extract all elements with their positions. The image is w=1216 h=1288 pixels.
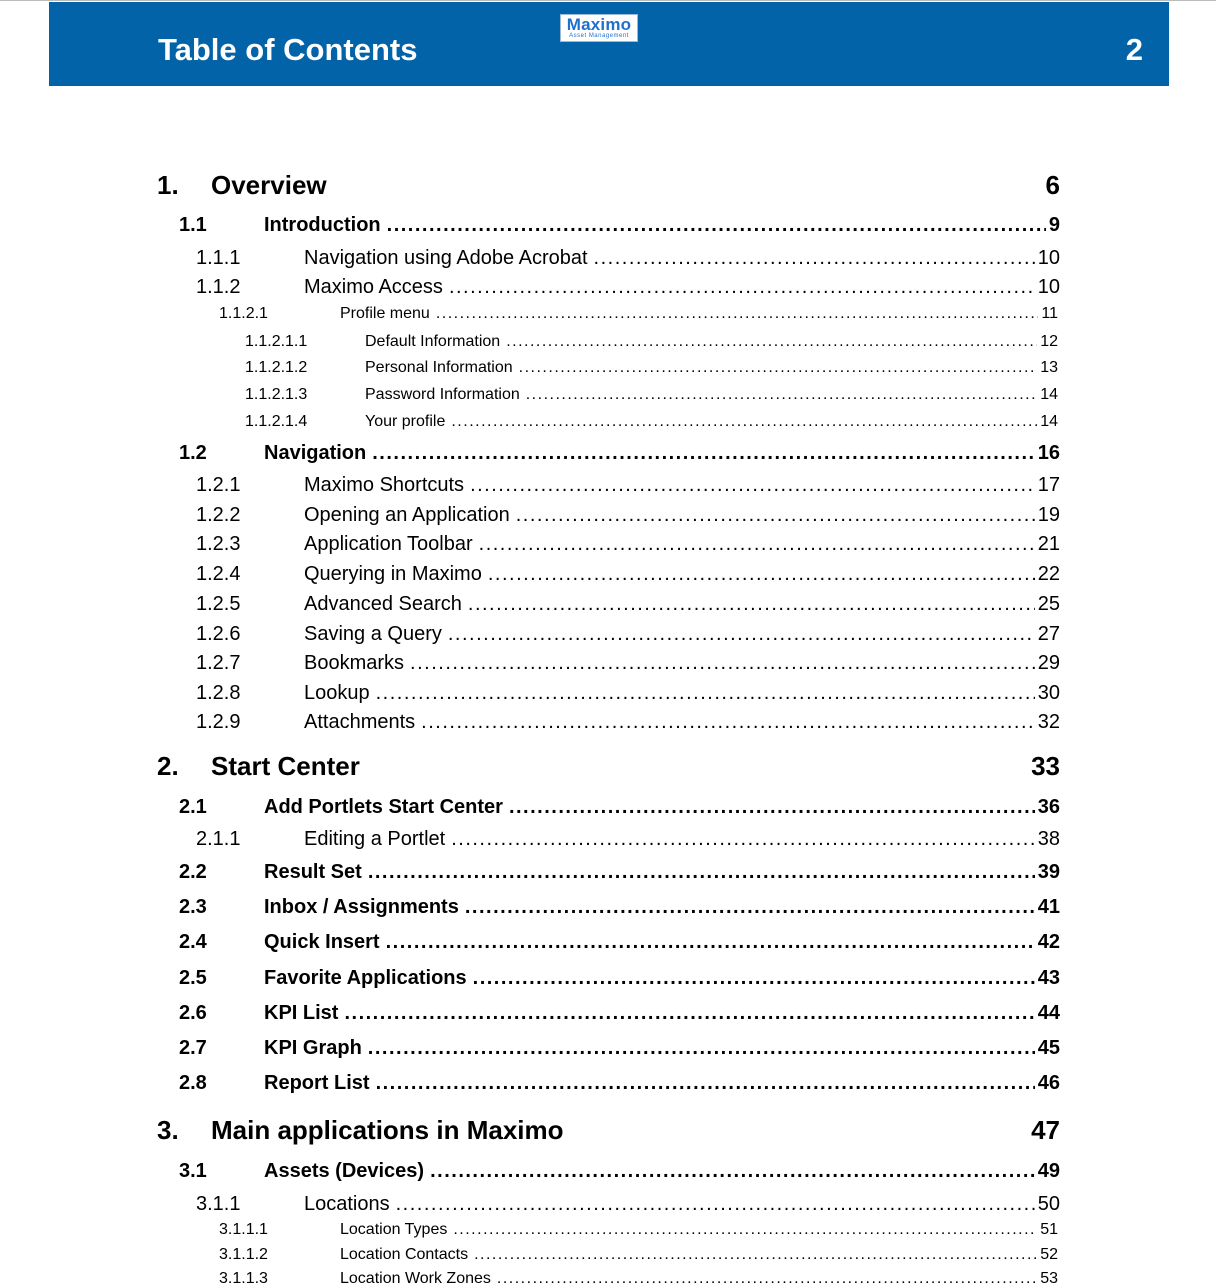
page-number: 2 (1125, 32, 1143, 67)
toc-title: Personal Information (365, 359, 513, 376)
toc-leader (509, 796, 1035, 819)
toc-page: 29 (1037, 652, 1060, 674)
toc-leader (410, 652, 1035, 675)
toc-number: 1.2.7 (196, 652, 241, 674)
toc-entry-chapter[interactable] (157, 170, 1060, 201)
toc-entry-section[interactable] (179, 442, 1060, 465)
toc-entry-section[interactable] (179, 967, 1060, 990)
toc-leader (436, 305, 1039, 323)
toc-number: 2.7 (179, 1037, 207, 1059)
toc-leader (506, 333, 1037, 351)
toc-entry-section[interactable] (179, 1160, 1060, 1183)
toc-leader (526, 386, 1037, 404)
toc-title: Overview (211, 170, 327, 200)
toc-number: 2.2 (179, 861, 207, 883)
toc-number: 1.1.2.1 (219, 305, 268, 322)
toc-entry-level4[interactable] (219, 1221, 1058, 1239)
toc-page: 10 (1037, 247, 1060, 269)
toc-title: Application Toolbar (304, 533, 473, 555)
toc-number: 1.1.2.1.2 (245, 359, 308, 376)
toc-entry-level4[interactable] (219, 1270, 1058, 1288)
toc-page: 14 (1040, 413, 1058, 430)
toc-leader (488, 563, 1035, 586)
toc-title: Opening an Application (304, 504, 510, 526)
toc-entry-section[interactable] (179, 931, 1060, 954)
toc-leader (479, 533, 1035, 556)
toc-page: 51 (1040, 1221, 1058, 1238)
toc-page: 16 (1037, 442, 1060, 464)
toc-leader (368, 861, 1035, 884)
toc-leader (468, 593, 1035, 616)
toc-title: Main applications in Maximo (211, 1115, 564, 1145)
toc-leader (473, 967, 1035, 990)
toc-page: 9 (1048, 214, 1060, 236)
toc-entry-chapter[interactable] (157, 751, 1060, 782)
toc-title: Quick Insert (264, 931, 380, 953)
toc-page: 50 (1037, 1193, 1060, 1215)
toc-entry-level5[interactable] (245, 359, 1058, 377)
toc-number: 1.1.2.1.1 (245, 333, 308, 350)
toc-leader (448, 623, 1035, 646)
toc-leader (465, 896, 1035, 919)
toc-page: 17 (1037, 474, 1060, 496)
toc-page: 36 (1037, 796, 1060, 818)
toc-page: 11 (1041, 305, 1058, 322)
toc-number: 1.1.1 (196, 247, 241, 269)
toc-leader (421, 711, 1035, 734)
toc-number: 1.2.2 (196, 504, 241, 526)
toc-number: 2.5 (179, 967, 207, 989)
toc-title: Locations (304, 1193, 390, 1215)
toc-page: 27 (1037, 623, 1060, 645)
toc-page: 46 (1037, 1072, 1060, 1094)
toc-page: 53 (1040, 1270, 1058, 1287)
toc-page: 49 (1037, 1160, 1060, 1182)
toc-number: 1.1.2 (196, 276, 241, 298)
toc-number: 2.4 (179, 931, 207, 953)
toc-number: 3.1.1.2 (219, 1246, 268, 1263)
toc-number: 1.2.4 (196, 563, 241, 585)
toc-entry-section[interactable] (179, 861, 1060, 884)
toc-number: 3.1.1.3 (219, 1270, 268, 1287)
toc-title: Start Center (211, 751, 360, 781)
toc-title: Location Contacts (340, 1246, 469, 1263)
toc-entry-subsection[interactable] (196, 711, 1060, 734)
toc-title: Advanced Search (304, 593, 462, 615)
toc-entry-subsection[interactable] (196, 682, 1060, 705)
toc-page: 6 (1045, 170, 1060, 200)
toc-title: KPI List (264, 1002, 339, 1024)
toc-number: 3.1.1 (196, 1193, 241, 1215)
toc-entry-level5[interactable] (245, 333, 1058, 351)
toc-title: Lookup (304, 682, 370, 704)
toc-entry-section[interactable] (179, 796, 1060, 819)
toc-page: 21 (1037, 533, 1060, 555)
toc-entry-subsection[interactable] (196, 563, 1060, 586)
toc-number: 2.3 (179, 896, 207, 918)
toc-page: 25 (1037, 593, 1060, 615)
toc-title: Location Types (340, 1221, 448, 1238)
toc-number: 1.2 (179, 442, 207, 464)
toc-page: 12 (1040, 333, 1058, 350)
toc-entry-level4[interactable] (219, 305, 1058, 323)
toc-entry-section[interactable] (179, 896, 1060, 919)
toc-title: Location Work Zones (340, 1270, 491, 1287)
toc-number: 3. (157, 1115, 179, 1145)
toc-page: 14 (1040, 386, 1058, 403)
toc-leader (451, 413, 1037, 431)
toc-entry-section[interactable] (179, 1002, 1060, 1025)
toc-number: 2.1 (179, 796, 207, 818)
toc-page: 41 (1037, 896, 1060, 918)
page-title: Table of Contents (158, 32, 418, 67)
toc-title: Querying in Maximo (304, 563, 482, 585)
toc-number: 1.1 (179, 214, 207, 236)
toc-title: Navigation using Adobe Acrobat (304, 247, 588, 269)
toc-number: 3.1.1.1 (219, 1221, 268, 1238)
toc-title: Add Portlets Start Center (264, 796, 503, 818)
toc-page: 42 (1037, 931, 1060, 953)
toc-leader (516, 504, 1035, 527)
toc-leader (497, 1270, 1037, 1288)
toc-leader (430, 1160, 1035, 1183)
toc-title: Password Information (365, 386, 520, 403)
toc-leader (387, 214, 1046, 237)
toc-number: 1.1.2.1.4 (245, 413, 308, 430)
toc-leader (519, 359, 1038, 377)
toc-title: Favorite Applications (264, 967, 467, 989)
toc-title: Navigation (264, 442, 367, 464)
toc-page: 52 (1040, 1246, 1058, 1263)
toc-number: 1.1.2.1.3 (245, 386, 308, 403)
toc-entry-subsection[interactable] (196, 533, 1060, 556)
toc-entry-level5[interactable] (245, 386, 1058, 404)
toc-number: 1.2.9 (196, 711, 241, 733)
toc-title: Inbox / Assignments (264, 896, 459, 918)
toc-title: Maximo Shortcuts (304, 474, 465, 496)
toc-title: Bookmarks (304, 652, 405, 674)
toc-leader (451, 828, 1035, 851)
toc-leader (386, 931, 1035, 954)
toc-entry-subsection[interactable] (196, 474, 1060, 497)
toc-page: 32 (1037, 711, 1060, 733)
toc-title: Editing a Portlet (304, 828, 446, 850)
toc-leader (368, 1037, 1035, 1060)
toc-page: 45 (1037, 1037, 1060, 1059)
toc-number: 2. (157, 751, 179, 781)
toc-entry-level4[interactable] (219, 1246, 1058, 1264)
toc-entry-subsection[interactable] (196, 652, 1060, 675)
toc-leader (396, 1193, 1035, 1216)
toc-page: 22 (1037, 563, 1060, 585)
toc-number: 2.1.1 (196, 828, 241, 850)
toc-entry-section[interactable] (179, 1037, 1060, 1060)
toc-entry-section[interactable] (179, 1072, 1060, 1095)
toc-leader (453, 1221, 1037, 1239)
toc-entry-section[interactable] (179, 214, 1060, 237)
toc-number: 1.2.3 (196, 533, 241, 555)
toc-page: 39 (1037, 861, 1060, 883)
toc-page: 10 (1037, 276, 1060, 298)
toc-number: 1.2.1 (196, 474, 241, 496)
toc-number: 2.6 (179, 1002, 207, 1024)
toc-title: Default Information (365, 333, 501, 350)
toc-entry-subsection[interactable] (196, 247, 1060, 270)
toc-page: 43 (1037, 967, 1060, 989)
toc-title: Attachments (304, 711, 416, 733)
toc-title: Assets (Devices) (264, 1160, 425, 1182)
toc-leader (594, 247, 1035, 270)
toc-entry-subsection[interactable] (196, 1193, 1060, 1216)
toc-page: 30 (1037, 682, 1060, 704)
toc-title: Introduction (264, 214, 381, 236)
toc-page: 13 (1040, 359, 1058, 376)
toc-entry-subsection[interactable] (196, 276, 1060, 299)
toc-leader (449, 276, 1035, 299)
toc-page: 19 (1037, 504, 1060, 526)
toc-leader (372, 442, 1035, 465)
toc-title: Report List (264, 1072, 370, 1094)
toc-page: 38 (1037, 828, 1060, 850)
toc-title: Result Set (264, 861, 362, 883)
logo-name: Maximo (566, 15, 632, 34)
toc-leader (376, 1072, 1035, 1095)
toc-number: 3.1 (179, 1160, 207, 1182)
toc-entry-subsection[interactable] (196, 828, 1060, 851)
toc-entry-level5[interactable] (245, 413, 1058, 431)
toc-title: KPI Graph (264, 1037, 362, 1059)
toc-leader (474, 1246, 1037, 1264)
toc-page: 47 (1031, 1115, 1060, 1145)
toc-entry-chapter[interactable] (157, 1115, 1060, 1146)
toc-leader (344, 1002, 1034, 1025)
toc-leader (376, 682, 1035, 705)
toc-title: Your profile (365, 413, 446, 430)
toc-title: Profile menu (340, 305, 430, 322)
logo-subtitle: Asset Management (569, 33, 629, 39)
toc-title: Maximo Access (304, 276, 443, 298)
toc-number: 2.8 (179, 1072, 207, 1094)
toc-number: 1.2.6 (196, 623, 241, 645)
toc-page: 33 (1031, 751, 1060, 781)
toc-entry-subsection[interactable] (196, 593, 1060, 616)
toc-number: 1.2.5 (196, 593, 241, 615)
toc-entry-subsection[interactable] (196, 504, 1060, 527)
toc-number: 1. (157, 170, 179, 200)
toc-leader (470, 474, 1035, 497)
toc-title: Saving a Query (304, 623, 442, 645)
toc-page: 44 (1037, 1002, 1060, 1024)
toc-entry-subsection[interactable] (196, 623, 1060, 646)
toc-number: 1.2.8 (196, 682, 241, 704)
